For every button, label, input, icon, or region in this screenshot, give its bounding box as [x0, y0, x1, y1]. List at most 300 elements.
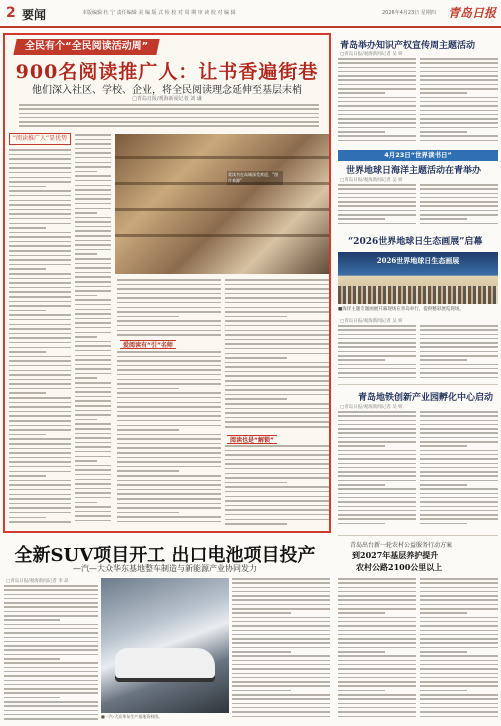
text-line: [117, 397, 221, 399]
text-line: [75, 217, 111, 219]
text-line: [9, 218, 71, 220]
story-ip-week-col-2: [420, 58, 498, 146]
text-line: [420, 450, 498, 452]
text-line: [225, 421, 329, 423]
text-line: [117, 307, 221, 309]
text-line: [117, 480, 221, 482]
photo-caption: 爱读书在岛城深受欢迎，“图片来源”: [227, 171, 283, 185]
text-line: [117, 402, 221, 404]
text-line: [75, 318, 111, 320]
text-line: [75, 212, 97, 214]
text-line: [9, 296, 71, 298]
text-line: [117, 383, 221, 385]
text-line: [225, 389, 329, 391]
text-line: [4, 667, 98, 669]
text-line: [420, 118, 498, 120]
text-line: [232, 681, 330, 683]
text-line: [420, 612, 467, 614]
story-eco-exhibit-title[interactable]: “2026世界地球日生态画展”启幕: [348, 237, 483, 247]
text-line: [117, 356, 221, 358]
suv-project-col-1: [4, 585, 98, 723]
text-line: [338, 488, 416, 490]
text-line: [9, 241, 71, 243]
story-metro-hub-col-2: [420, 411, 498, 529]
text-line: [420, 114, 498, 116]
text-line: [4, 624, 98, 626]
text-line: [420, 467, 498, 469]
text-line: [75, 226, 111, 228]
text-line: [420, 364, 498, 366]
text-line: [75, 295, 97, 297]
text-line: [338, 484, 385, 486]
feature-column-1: [9, 149, 71, 529]
text-line: [75, 327, 111, 329]
text-line: [4, 671, 98, 673]
text-line: [75, 387, 111, 389]
text-line: [75, 479, 111, 481]
text-line: [338, 105, 416, 107]
text-line: [9, 190, 71, 192]
text-line: [117, 316, 179, 318]
text-line: [420, 79, 498, 81]
text-line: [420, 342, 498, 344]
text-line: [420, 122, 498, 124]
text-line: [420, 475, 498, 477]
text-line: [338, 184, 416, 186]
text-line: [225, 375, 329, 377]
text-line: [338, 497, 416, 499]
text-line: [225, 311, 329, 313]
text-line: [420, 420, 498, 422]
text-line: [75, 355, 111, 357]
text-line: [9, 503, 71, 505]
text-line: [225, 486, 329, 488]
editor-credits: 本版编辑 杜 宁 责任编辑 美 编 版 式 检 校 对 周 期 审 读 校 对 编 辑: [82, 10, 236, 16]
text-line: [9, 232, 71, 234]
text-line: [117, 475, 221, 477]
text-line: [75, 465, 111, 467]
text-line: [75, 350, 111, 352]
rural-roads-title[interactable]: 到2027年基层养护提升: [352, 550, 439, 560]
text-line: [225, 468, 329, 470]
story-metro-hub-byline: □青岛日报/观海新闻记者 吴 妍: [340, 405, 403, 410]
text-line: [75, 152, 111, 154]
text-line: [117, 507, 221, 509]
text-line: [75, 332, 111, 334]
text-line: [9, 245, 71, 247]
text-line: [338, 122, 416, 124]
text-line: [338, 218, 385, 220]
text-line: [9, 255, 71, 257]
text-line: [420, 329, 498, 331]
text-line: [117, 334, 221, 336]
story-ip-week-byline: □青岛日报/观海新闻记者 吴 妍: [340, 52, 403, 57]
text-line: [4, 701, 98, 703]
text-line: [420, 707, 498, 709]
text-line: [420, 471, 498, 473]
text-line: [117, 351, 221, 353]
text-line: [4, 654, 98, 656]
text-line: [420, 62, 498, 64]
text-line: [338, 67, 416, 69]
text-line: [338, 523, 385, 525]
text-line: [117, 516, 221, 518]
text-line: [19, 113, 319, 115]
text-line: [420, 188, 498, 190]
text-line: [75, 143, 111, 145]
text-line: [225, 343, 329, 345]
text-line: [9, 273, 71, 275]
text-line: [232, 703, 330, 705]
text-line: [9, 480, 71, 482]
text-line: [420, 621, 498, 623]
text-line: [420, 458, 498, 460]
rural-roads-col-2: [420, 578, 498, 724]
text-line: [9, 448, 71, 450]
text-line: [75, 263, 111, 265]
text-line: [4, 649, 98, 651]
text-line: [117, 302, 221, 304]
text-line: [4, 632, 98, 634]
text-line: [75, 304, 111, 306]
text-line: [338, 140, 416, 142]
text-line: [338, 582, 416, 584]
text-line: [19, 117, 319, 119]
text-line: [420, 599, 498, 601]
text-line: [420, 677, 498, 679]
text-line: [75, 189, 111, 191]
text-line: [9, 195, 71, 197]
text-line: [338, 655, 416, 657]
text-line: [420, 647, 498, 649]
text-line: [232, 660, 330, 662]
text-line: [420, 359, 467, 361]
text-line: [232, 599, 330, 601]
text-line: [75, 148, 111, 150]
text-line: [9, 291, 71, 293]
text-line: [75, 419, 97, 421]
text-line: [420, 587, 498, 589]
text-line: [225, 385, 329, 387]
text-line: [338, 694, 416, 696]
text-line: [338, 510, 416, 512]
text-line: [75, 253, 97, 255]
text-line: [225, 279, 329, 281]
text-line: [9, 507, 71, 509]
text-line: [420, 223, 498, 225]
text-line: [9, 494, 71, 496]
text-line: [338, 355, 416, 357]
text-line: [338, 450, 416, 452]
text-line: [420, 514, 498, 516]
text-line: [338, 711, 416, 713]
text-line: [338, 690, 385, 692]
text-line: [420, 497, 498, 499]
rural-kicker: 青岛出台新一轮农村公益服务行动方案: [350, 542, 453, 549]
text-line: [232, 707, 330, 709]
text-line: [9, 213, 71, 215]
text-line: [232, 685, 330, 687]
text-line: [225, 482, 287, 484]
text-line: [75, 456, 111, 458]
text-line: [338, 441, 416, 443]
text-line: [9, 351, 46, 353]
text-line: [75, 198, 111, 200]
text-line: [9, 452, 71, 454]
text-line: [9, 347, 71, 349]
text-line: [225, 353, 329, 355]
text-line: [420, 445, 467, 447]
text-line: [338, 359, 385, 361]
text-line: [420, 630, 498, 632]
text-line: [75, 272, 111, 274]
text-line: [75, 377, 97, 379]
text-line: [75, 451, 111, 453]
text-line: [9, 186, 46, 188]
text-line: [9, 420, 71, 422]
text-line: [4, 594, 98, 596]
text-line: [117, 452, 221, 454]
text-line: [338, 79, 416, 81]
text-line: [338, 625, 416, 627]
text-line: [225, 320, 329, 322]
text-line: [338, 608, 416, 610]
text-line: [4, 606, 98, 608]
text-line: [75, 258, 111, 260]
text-line: [75, 185, 111, 187]
eco-exhibit-photo[interactable]: [338, 252, 498, 304]
text-line: [338, 428, 416, 430]
rural-roads-col-1: [338, 578, 416, 724]
text-line: [225, 505, 329, 507]
text-line: [225, 348, 329, 350]
text-line: [225, 371, 329, 373]
text-line: [75, 341, 111, 343]
text-line: [9, 379, 71, 381]
text-line: [225, 496, 329, 498]
text-line: [75, 299, 111, 301]
text-line: [338, 110, 416, 112]
text-line: [117, 489, 221, 491]
suv-project-byline: □青岛日报/观海新闻记者 李 昂: [6, 579, 69, 584]
text-line: [4, 637, 98, 639]
text-line: [225, 408, 329, 410]
text-line: [232, 578, 330, 580]
text-line: [75, 290, 111, 292]
text-line: [338, 578, 416, 580]
text-line: [117, 392, 221, 394]
text-line: [338, 114, 416, 116]
text-line: [4, 692, 98, 694]
text-line: [9, 305, 71, 307]
text-line: [4, 628, 98, 630]
text-line: [75, 423, 111, 425]
text-line: [232, 711, 330, 713]
text-line: [19, 125, 319, 127]
text-line: [9, 356, 71, 358]
text-line: [4, 641, 98, 643]
text-line: [420, 506, 498, 508]
text-line: [75, 345, 111, 347]
suv-project-headline[interactable]: 全新SUV项目开工 出口电池项目投产: [14, 545, 316, 566]
suv-project-col-2: [232, 578, 330, 724]
text-line: [225, 334, 329, 336]
feature-headline[interactable]: 900名阅读推广人：让书香遍街巷: [15, 61, 319, 83]
text-line: [420, 642, 498, 644]
story-ip-week-title[interactable]: 青岛举办知识产权宣传周主题活动: [340, 41, 476, 51]
text-line: [117, 470, 179, 472]
text-line: [338, 420, 416, 422]
text-line: [4, 645, 98, 647]
text-line: [338, 471, 416, 473]
text-line: [420, 523, 467, 525]
text-line: [225, 357, 287, 359]
text-line: [420, 325, 498, 327]
text-line: [9, 392, 46, 394]
story-ocean-byline: □青岛日报/观海新闻记者 吴 妍: [340, 178, 403, 183]
text-line: [420, 582, 498, 584]
text-line: [9, 466, 71, 468]
text-line: [420, 617, 498, 619]
text-line: [338, 463, 416, 465]
car-factory-photo[interactable]: [101, 578, 229, 713]
text-line: [9, 512, 71, 514]
text-line: [338, 88, 416, 90]
text-line: [338, 351, 416, 353]
text-line: [420, 71, 498, 73]
text-line: [19, 121, 319, 123]
text-line: [420, 377, 498, 379]
text-line: [338, 685, 416, 687]
text-line: [75, 359, 111, 361]
text-line: [9, 397, 71, 399]
text-line: [117, 369, 221, 371]
text-line: [75, 267, 111, 269]
text-line: [9, 374, 71, 376]
text-line: [338, 364, 416, 366]
text-line: [9, 227, 46, 229]
text-line: [117, 360, 221, 362]
text-line: [338, 118, 416, 120]
text-line: [9, 319, 71, 321]
text-line: [75, 483, 111, 485]
text-line: [232, 582, 330, 584]
text-line: [9, 163, 71, 165]
text-line: [232, 617, 330, 619]
text-line: [420, 334, 498, 336]
text-line: [338, 135, 416, 137]
text-line: [420, 201, 498, 203]
text-line: [9, 521, 71, 523]
text-line: [225, 362, 329, 364]
text-line: [420, 655, 498, 657]
text-line: [420, 432, 498, 434]
newspaper-logo: 青岛日报: [448, 6, 497, 20]
text-line: [232, 668, 330, 670]
text-line: [420, 673, 498, 675]
text-line: [4, 697, 60, 699]
text-line: [75, 309, 111, 311]
text-line: [338, 71, 416, 73]
feature-story: [3, 33, 331, 533]
feature-column-2: [75, 134, 111, 529]
text-line: [9, 342, 71, 344]
text-line: [420, 197, 498, 199]
text-line: [75, 134, 111, 136]
text-line: [420, 135, 498, 137]
text-line: [225, 459, 329, 461]
text-line: [4, 658, 60, 660]
feature-column-4b: [225, 445, 329, 529]
text-line: [225, 514, 329, 516]
text-line: [9, 484, 71, 486]
text-line: [225, 325, 329, 327]
story-ocean-title[interactable]: 世界地球日海洋主题活动在青举办: [346, 166, 482, 176]
text-line: [9, 181, 71, 183]
text-line: [338, 621, 416, 623]
text-line: [338, 214, 416, 216]
text-line: [9, 475, 46, 477]
rural-roads-subtitle: 农村公路2100公里以上: [356, 562, 443, 572]
section-heading-2: 爱阅读有“引”名师: [120, 340, 176, 349]
text-line: [420, 638, 498, 640]
text-line: [75, 428, 111, 430]
text-line: [75, 171, 97, 173]
text-line: [117, 498, 221, 500]
page-masthead: [0, 0, 501, 28]
text-line: [4, 589, 98, 591]
text-line: [4, 718, 98, 720]
text-line: [117, 406, 221, 408]
text-line: [338, 92, 385, 94]
text-line: [420, 97, 498, 99]
text-line: [225, 302, 329, 304]
text-line: [9, 461, 71, 463]
text-line: [420, 501, 498, 503]
text-line: [117, 330, 221, 332]
text-line: [338, 638, 416, 640]
text-line: [4, 615, 98, 617]
text-line: [420, 131, 467, 133]
text-line: [4, 675, 98, 677]
story-ocean-col-1: [338, 184, 416, 228]
text-line: [232, 634, 330, 636]
text-line: [225, 519, 329, 521]
text-line: [9, 158, 71, 160]
feature-subhead: 他们深入社区、学校、企业，将全民阅读理念延伸至基层末梢: [32, 85, 302, 96]
text-line: [75, 221, 111, 223]
text-line: [338, 506, 416, 508]
text-line: [420, 454, 498, 456]
text-line: [420, 193, 498, 195]
text-line: [75, 368, 111, 370]
text-line: [420, 608, 498, 610]
text-line: [338, 716, 416, 718]
text-line: [338, 493, 416, 495]
story-metro-hub-title[interactable]: 青岛地铁创新产业园孵化中心启动: [358, 393, 494, 403]
text-line: [75, 230, 111, 232]
text-line: [420, 184, 498, 186]
text-line: [9, 172, 71, 174]
text-line: [420, 105, 498, 107]
text-line: [9, 204, 71, 206]
text-line: [225, 394, 329, 396]
text-line: [75, 396, 111, 398]
bookstore-photo[interactable]: [115, 134, 330, 274]
story-eco-col-1: [338, 325, 416, 381]
text-line: [338, 424, 416, 426]
text-line: [338, 467, 416, 469]
